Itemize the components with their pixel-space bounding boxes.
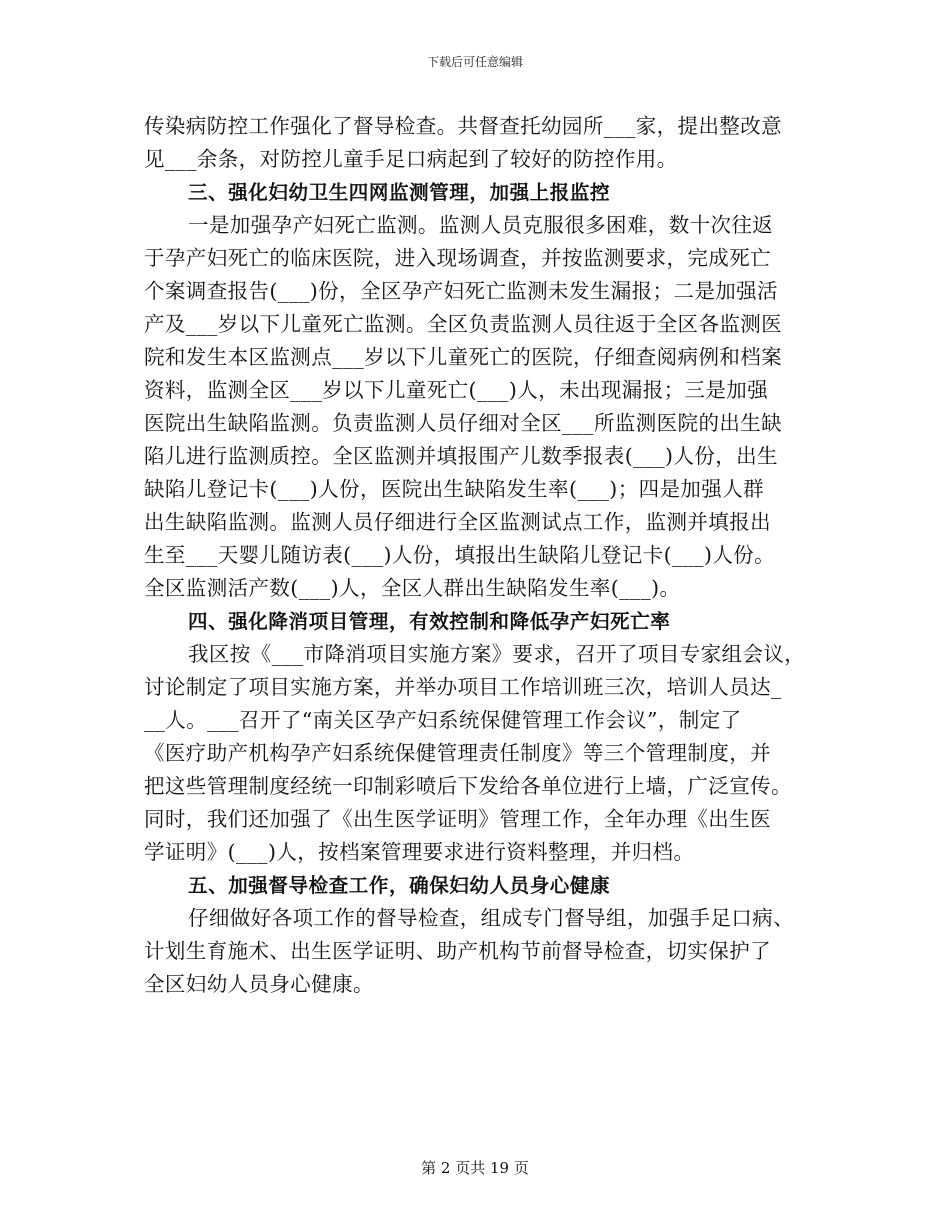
paragraph-line: 陷儿进行监测质控。全区监测并填报围产儿数季报表(___)人份，出生	[144, 444, 778, 468]
paragraph-line: 缺陷儿登记卡(___)人份，医院出生缺陷发生率(___)；四是加强人群	[144, 477, 764, 501]
paragraph-line: 全区监测活产数(___)人，全区人群出生缺陷发生率(___)。	[144, 576, 681, 600]
paragraph-line: __人。___召开了“南关区孕产妇系统保健管理工作会议”，制定了	[144, 708, 742, 732]
paragraph-line: 仔细做好各项工作的督导检查，组成专门督导组，加强手足口病、	[188, 906, 795, 930]
paragraph-line: 个案调查报告(___)份，全区孕产妇死亡监测未发生漏报；二是加强活	[144, 279, 778, 303]
document-body	[144, 110, 824, 1001]
paragraph-line: 学证明》(___)人，按档案管理要求进行资料整理，并归档。	[144, 840, 695, 864]
paragraph-line: 于孕产妇死亡的临床医院，进入现场调查，并按监测要求，完成死亡	[144, 246, 771, 270]
section-heading: 三、强化妇幼卫生四网监测管理，加强上报监控	[188, 181, 611, 204]
section-heading: 五、加强督导检查工作，确保妇幼人员身心健康	[188, 874, 611, 897]
paragraph-line: 生至___天婴儿随访表(___)人份，填报出生缺陷儿登记卡(___)人份。	[144, 543, 776, 567]
paragraph-line: 医院出生缺陷监测。负责监测人员仔细对全区___所监测医院的出生缺	[144, 411, 783, 435]
paragraph-line: 把这些管理制度经统一印制彩喷后下发给各单位进行上墙，广泛宣传。	[144, 774, 792, 798]
paragraph-line: 讨论制定了项目实施方案，并举办项目工作培训班三次，培训人员达_	[144, 675, 782, 699]
page-footer: 第 2 页共 19 页	[421, 1159, 529, 1177]
section-heading: 四、强化降消项目管理，有效控制和降低孕产妇死亡率	[188, 610, 671, 633]
paragraph-line: 产及___岁以下儿童死亡监测。全区负责监测人员往返于全区各监测医	[144, 312, 783, 336]
paragraph-line: 出生缺陷监测。监测人员仔细进行全区监测试点工作，监测并填报出	[144, 510, 771, 534]
paragraph-line: 同时，我们还加强了《出生医学证明》管理工作，全年办理《出生医	[144, 807, 771, 831]
paragraph-line: 资料，监测全区___岁以下儿童死亡(___)人，未出现漏报；三是加强	[144, 378, 769, 402]
paragraph-line: 《医疗助产机构孕产妇系统保健管理责任制度》等三个管理制度，并	[144, 741, 771, 765]
paragraph-line: 见___余条，对防控儿童手足口病起到了较好的防控作用。	[144, 147, 678, 171]
paragraph-line: 院和发生本区监测点___岁以下儿童死亡的医院，仔细查阅病例和档案	[144, 345, 783, 369]
paragraph-line: 传染病防控工作强化了督导检查。共督查托幼园所___家，提出整改意	[144, 114, 783, 138]
paragraph-line: 一是加强孕产妇死亡监测。监测人员克服很多困难，数十次往返	[188, 213, 774, 237]
paragraph-line: 全区妇幼人员身心健康。	[144, 972, 374, 996]
paragraph-line: 我区按《___市降消项目实施方案》要求，召开了项目专家组会议，	[188, 642, 806, 666]
page-header: 下载后可任意编辑	[426, 55, 523, 69]
paragraph-line: 计划生育施术、出生医学证明、助产机构节前督导检查，切实保护了	[144, 939, 771, 963]
